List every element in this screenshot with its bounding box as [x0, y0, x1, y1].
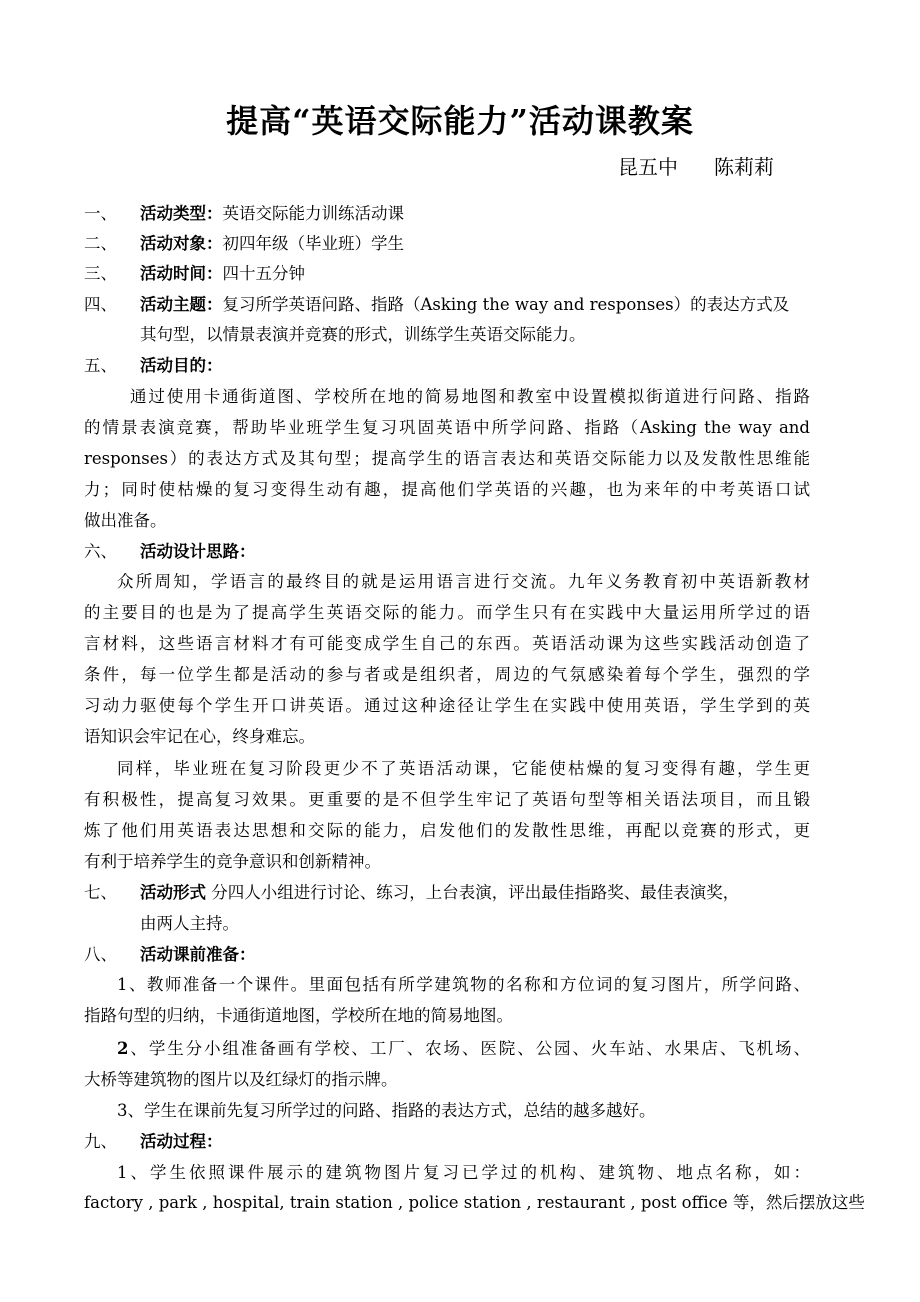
section-text: 四十五分钟 — [222, 264, 305, 283]
paragraph-line: 众所周知，学语言的最终目的就是运用语言进行交流。九年义务教育初中英语新教材 — [117, 572, 810, 591]
author-school: 昆五中 — [618, 155, 678, 179]
prep-item-3: 3、学生在课前先复习所学过的问路、指路的表达方式，总结的越多越好。 — [117, 1101, 656, 1120]
section-heading: 活动设计思路： — [140, 542, 256, 561]
section-text: 英语交际能力训练活动课 — [222, 204, 404, 223]
section-number: 五、 — [84, 356, 117, 375]
section-heading: 活动类型： — [140, 204, 223, 223]
section-heading: 活动形式 — [140, 883, 206, 902]
section-number: 一、 — [84, 204, 117, 223]
paragraph-line: 力；同时使枯燥的复习变得生动有趣，提高他们学英语的兴趣，也为来年的中考英语口试 — [84, 480, 810, 499]
section-preparation — [84, 940, 256, 970]
paragraph-line: 语知识会牢记在心，终身难忘。 — [84, 727, 315, 746]
section-format — [84, 878, 739, 908]
prep-item-2-number: 2 — [117, 1039, 129, 1058]
prep-item-2-line: 大桥等建筑物的图片以及红绿灯的指示牌。 — [84, 1070, 398, 1089]
paragraph-line: 1、学生依照课件展示的建筑物图片复习已学过的机构、建筑物、地点名称，如： — [117, 1163, 810, 1182]
paragraph-line: 炼了他们用英语表达思想和交际的能力，启发他们的发散性思维，再配以竞赛的形式，更 — [84, 821, 810, 840]
paragraph-line: 做出准备。 — [84, 511, 167, 530]
author-name: 陈莉莉 — [714, 155, 774, 179]
section-heading: 活动主题： — [140, 295, 223, 314]
paragraph-line: 同样，毕业班在复习阶段更少不了英语活动课，它能使枯燥的复习变得有趣，学生更 — [117, 759, 810, 778]
section-format-continued: 由两人主持。 — [140, 914, 239, 933]
paragraph-line: 条件，每一位学生都是活动的参与者或是组织者，周边的气氛感染着每个学生，强烈的学 — [84, 665, 810, 684]
section-purpose — [84, 351, 223, 381]
section-number: 七、 — [84, 883, 117, 902]
prep-item-1-line: 指路句型的归纳，卡通街道地图，学校所在地的简易地图。 — [84, 1006, 513, 1025]
paragraph-line: factory , park , hospital, train station , police station , restaurant , post office 等，然后摆放这些 — [84, 1193, 865, 1212]
section-heading: 活动过程： — [140, 1132, 223, 1151]
paragraph-line: 言材料，这些语言材料才有可能变成学生自己的东西。英语活动课为这些实践活动创造了 — [84, 634, 810, 653]
paragraph-line: 的情景表演竞赛，帮助毕业班学生复习巩固英语中所学问路、指路（Asking the way and — [84, 418, 810, 437]
section-theme-continued: 其句型，以情景表演并竞赛的形式，训练学生英语交际能力。 — [140, 325, 586, 344]
section-text: 分四人小组进行讨论、练习，上台表演，评出最佳指路奖、最佳表演奖， — [206, 883, 740, 902]
section-text: 初四年级（毕业班）学生 — [222, 234, 404, 253]
section-heading: 活动课前准备： — [140, 945, 256, 964]
section-number: 八、 — [84, 945, 117, 964]
section-number: 四、 — [84, 295, 117, 314]
prep-item-2-line — [117, 1034, 810, 1064]
section-audience — [84, 229, 404, 259]
section-heading: 活动对象： — [140, 234, 223, 253]
section-number: 二、 — [84, 234, 117, 253]
paragraph-line: 有利于培养学生的竞争意识和创新精神。 — [84, 852, 381, 871]
section-number: 三、 — [84, 264, 117, 283]
paragraph-line: 有积极性，提高复习效果。更重要的是不但学生牢记了英语句型等相关语法项目，而且锻 — [84, 790, 810, 809]
prep-item-2-text: 、学生分小组准备画有学校、工厂、农场、医院、公园、火车站、水果店、飞机场、 — [128, 1039, 810, 1058]
section-design — [84, 537, 256, 567]
section-time — [84, 259, 305, 289]
paragraph-line: 通过使用卡通街道图、学校所在地的简易地图和教室中设置模拟街道进行问路、指路 — [130, 387, 810, 406]
section-text: 复习所学英语问路、指路（Asking the way and responses）的表达方式及 — [222, 295, 790, 314]
section-number: 九、 — [84, 1132, 117, 1151]
prep-item-1-line: 1、教师准备一个课件。里面包括有所学建筑物的名称和方位词的复习图片，所学问路、 — [117, 975, 810, 994]
paragraph-line: 的主要目的也是为了提高学生英语交际的能力。而学生只有在实践中大量运用所学过的语 — [84, 603, 810, 622]
section-heading: 活动目的： — [140, 356, 223, 375]
section-process — [84, 1127, 223, 1157]
paragraph-line: responses）的表达方式及其句型；提高学生的语言表达和英语交际能力以及发散性思维能 — [84, 449, 810, 468]
section-number: 六、 — [84, 542, 117, 561]
section-heading: 活动时间： — [140, 264, 223, 283]
page-title: 提高“英语交际能力”活动课教案 — [226, 102, 694, 140]
section-type — [84, 199, 404, 229]
section-theme — [84, 290, 789, 320]
author-line — [618, 152, 774, 182]
paragraph-line: 习动力驱使每个学生开口讲英语。通过这种途径让学生在实践中使用英语，学生学到的英 — [84, 696, 810, 715]
